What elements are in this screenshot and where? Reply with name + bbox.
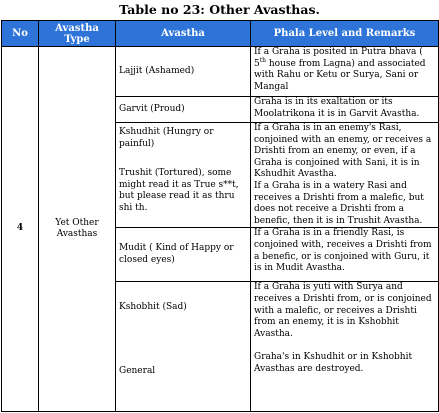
header-avastha-type: Avastha Type — [39, 21, 116, 47]
header-avastha: Avastha — [116, 21, 251, 47]
remarks-cell — [251, 282, 439, 412]
remarks-superscript: th — [259, 56, 267, 64]
remarks-cell — [251, 47, 439, 97]
table-row — [2, 47, 439, 97]
avastha-cell — [116, 123, 251, 228]
remarks-text: If a Graha is in an enemy's Rasi, conjoined with an enemy, or receives a Drishti from an enemy, or even, if a Graha is conjoined with Sani, it is in Kshudhit Avastha. — [254, 123, 432, 180]
remarks-text: Graha's in Kshudhit or in Kshobhit Avasthas are destroyed. — [254, 352, 413, 374]
avastha-name: Kshudhit (Hungry or painful) — [119, 127, 214, 149]
avastha-cell: Mudit ( Kind of Happy or closed eyes) — [116, 228, 251, 282]
avastha-table — [1, 20, 439, 412]
table-caption: Table no 23: Other Avasthas. — [119, 2, 320, 17]
remarks-cell: Graha is in its exaltation or its Moolatrikona it is in Garvit Avastha. — [251, 97, 439, 123]
row-number: 4 — [2, 47, 39, 412]
header-no: No — [2, 21, 39, 47]
avastha-cell: Lajjit (Ashamed) — [116, 47, 251, 97]
remarks-text: house from Lagna) and associated with Rahu or Ketu or Surya, Sani or Mangal — [254, 58, 426, 92]
header-row — [2, 21, 439, 47]
remarks-text: If a Graha is posited in Putra bhava ( 5 — [254, 47, 423, 69]
remarks-text: If a Graha is in a watery Rasi and receives a Drishti from a malefic, but does not receive a Drishti from a benefic, then it is in Trushit Avastha. — [254, 180, 424, 226]
remarks-cell: If a Graha is in a friendly Rasi, is conjoined with, receives a Drishti from a benefic, or is conjoined with Guru, it is in Mudit Avastha. — [251, 228, 439, 282]
avastha-name: General — [119, 365, 156, 376]
remarks-text: If a Graha is yuti with Surya and receives a Drishti from, or is conjoined with a malefic, or receives a Drishti from an enemy, it is in Kshobhit Avastha. — [254, 282, 432, 339]
header-remarks: Phala Level and Remarks — [251, 21, 439, 47]
avastha-cell — [116, 282, 251, 412]
remarks-cell — [251, 123, 439, 228]
avastha-type-cell: Yet Other Avasthas — [39, 47, 116, 412]
avastha-name: Kshobhit (Sad) — [119, 302, 187, 313]
avastha-name: Trushit (Tortured), some might read it as True s**t, but please read it as thru shi th. — [119, 168, 239, 213]
avastha-cell: Garvit (Proud) — [116, 97, 251, 123]
